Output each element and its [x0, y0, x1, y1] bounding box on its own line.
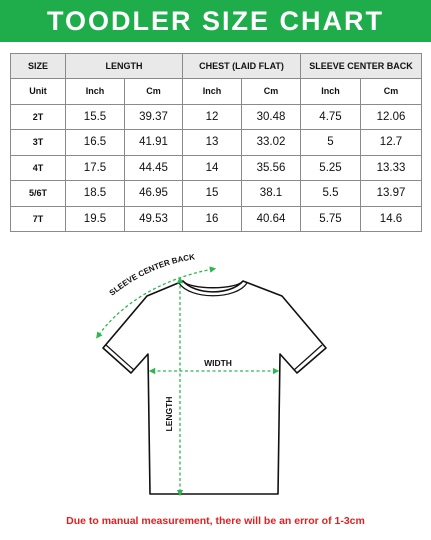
table-cell: 17.5	[66, 155, 125, 181]
size-cell: 7T	[11, 206, 66, 232]
table-cell: 13.97	[361, 181, 422, 207]
table-cell: 13.33	[361, 155, 422, 181]
table-cell: 46.95	[125, 181, 183, 207]
table-cell: 30.48	[242, 104, 301, 130]
table-header-row	[11, 54, 422, 79]
width-label: WIDTH	[204, 358, 232, 368]
unit-cell: Inch	[301, 79, 361, 105]
size-cell: 5/6T	[11, 181, 66, 207]
page-title: TOODLER SIZE CHART	[46, 5, 384, 36]
table-cell: 40.64	[242, 206, 301, 232]
table-cell: 5.5	[301, 181, 361, 207]
tshirt-outline-icon	[103, 281, 326, 494]
tshirt-diagram	[0, 240, 431, 510]
unit-cell: Unit	[11, 79, 66, 105]
length-label: LENGTH	[164, 396, 174, 432]
table-cell: 39.37	[125, 104, 183, 130]
header-size: SIZE	[11, 54, 66, 79]
sleeve-label: SLEEVE CENTER BACK	[107, 252, 196, 298]
table-cell: 5.25	[301, 155, 361, 181]
table-unit-row	[11, 79, 422, 105]
table-cell: 18.5	[66, 181, 125, 207]
size-table	[10, 53, 422, 232]
table-cell: 19.5	[66, 206, 125, 232]
table-cell: 14.6	[361, 206, 422, 232]
table-cell: 35.56	[242, 155, 301, 181]
unit-cell: Cm	[125, 79, 183, 105]
table-cell: 5.75	[301, 206, 361, 232]
title-banner	[0, 0, 431, 42]
table-cell: 15	[183, 181, 242, 207]
measurement-note: Due to manual measurement, there will be an error of 1-3cm	[66, 515, 365, 527]
table-cell: 5	[301, 130, 361, 156]
table-cell: 44.45	[125, 155, 183, 181]
size-cell: 4T	[11, 155, 66, 181]
header-chest: CHEST (LAID FLAT)	[183, 54, 301, 79]
table-cell: 15.5	[66, 104, 125, 130]
table-cell: 49.53	[125, 206, 183, 232]
table-cell: 12.06	[361, 104, 422, 130]
size-cell: 3T	[11, 130, 66, 156]
unit-cell: Cm	[242, 79, 301, 105]
unit-cell: Inch	[183, 79, 242, 105]
table-cell: 14	[183, 155, 242, 181]
header-sleeve: SLEEVE CENTER BACK	[301, 54, 422, 79]
table-row	[11, 130, 422, 156]
table-cell: 12	[183, 104, 242, 130]
header-length: LENGTH	[66, 54, 183, 79]
table-cell: 16	[183, 206, 242, 232]
table-cell: 41.91	[125, 130, 183, 156]
table-row	[11, 206, 422, 232]
size-cell: 2T	[11, 104, 66, 130]
table-cell: 38.1	[242, 181, 301, 207]
table-cell: 4.75	[301, 104, 361, 130]
table-cell: 12.7	[361, 130, 422, 156]
table-cell: 16.5	[66, 130, 125, 156]
table-row	[11, 104, 422, 130]
unit-cell: Cm	[361, 79, 422, 105]
table-cell: 13	[183, 130, 242, 156]
unit-cell: Inch	[66, 79, 125, 105]
table-cell: 33.02	[242, 130, 301, 156]
table-row	[11, 181, 422, 207]
table-row	[11, 155, 422, 181]
